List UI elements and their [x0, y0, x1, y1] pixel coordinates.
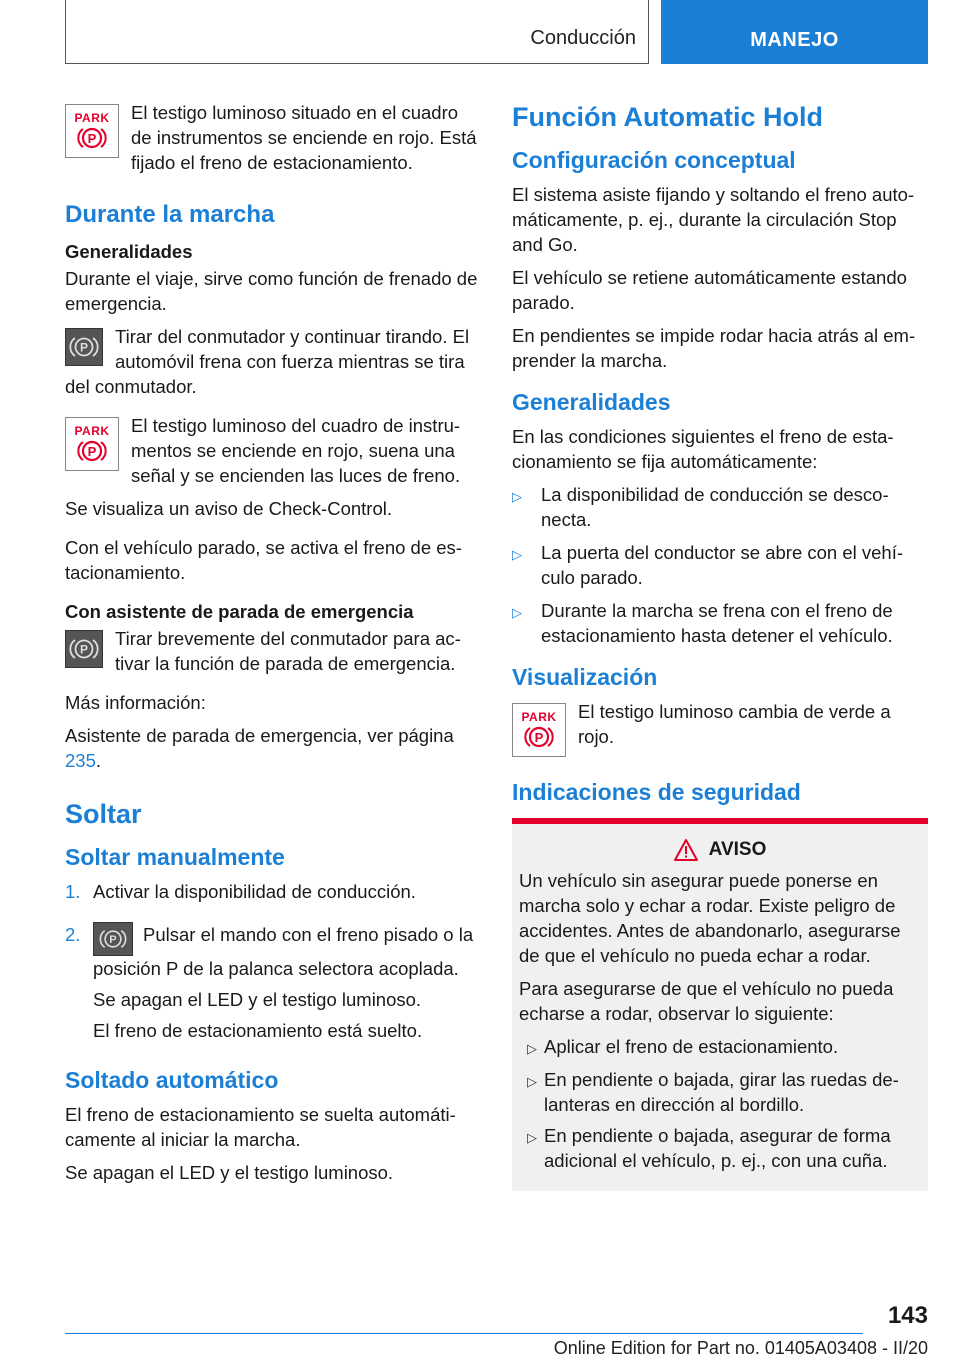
heading-seguridad: Indicaciones de seguridad [512, 779, 801, 805]
triangle-bullet-icon: ▷ [512, 489, 522, 504]
svg-text:P: P [79, 340, 89, 355]
heading-soltado-auto: Soltado automático [65, 1067, 279, 1093]
warning-text-2: Para asegurarse de que el vehículo no pueda echarse a rodar, observar lo siguiente: [519, 978, 894, 1024]
svg-text:P: P [87, 443, 97, 459]
step-text [93, 922, 480, 981]
page-number: 143 [887, 1302, 928, 1329]
heading-generalidades: Generalidades [65, 241, 193, 262]
heading-generalidades-right: Generalidades [512, 389, 671, 415]
text-aviso-check: Se visualiza un aviso de Check-Control. [65, 498, 392, 519]
text-soltado: El freno de estacionamiento se suelta automáticamente al iniciar la marcha. [65, 1104, 456, 1150]
text-testigo2: El testigo luminoso del cuadro de instrumentos se enciende en rojo, suena una señal y se encienden las luces de freno. [131, 415, 461, 486]
warning-text-1: Un vehículo sin asegurar puede ponerse en marcha solo y echar a rodar. Existe peligro de accidentes. Antes de abandonarlo, asegurarse de que el vehículo no pueda echar a rodar. [519, 870, 901, 966]
text-viaje: Durante el viaje, sirve como función de frenado de emergencia. [65, 268, 478, 314]
header-chapter-label: MANEJO [750, 29, 839, 51]
header-chapter-tab [661, 0, 928, 64]
warning-triangle-icon [673, 838, 699, 862]
park-icon-label: PARK [74, 110, 110, 125]
park-indicator-note-2 [65, 413, 480, 488]
triangle-bullet-icon: ▷ [512, 547, 522, 562]
park-brake-red-icon [65, 104, 119, 158]
heading-visualizacion: Visualización [512, 664, 658, 690]
visualizacion-note [512, 699, 928, 757]
step-number: 1. [65, 881, 81, 902]
step-2-result-released: El freno de estacionamiento está suelto. [93, 1020, 423, 1041]
step-2-result-led: Se apagan el LED y el testigo luminoso. [93, 989, 422, 1010]
conditions-list [512, 482, 928, 648]
asistente-ref-text: Asistente de parada de emergencia, ver página [65, 725, 454, 746]
list-item-text: La puerta del conductor se abre con el vehículo parado. [541, 542, 904, 588]
header-section-box [65, 0, 649, 64]
warning-box [512, 818, 928, 1191]
brake-circle-p-icon [524, 724, 554, 750]
text-retiene: El vehículo se retiene automáticamente estando parado. [512, 267, 907, 313]
list-item [519, 1034, 920, 1061]
list-item [512, 482, 928, 532]
switch-emergency-note [65, 626, 480, 676]
list-item [512, 598, 928, 648]
warning-label: AVISO [708, 839, 767, 860]
text-pendientes: En pendientes se impide rodar hacia atrás al emprender la marcha. [512, 325, 916, 371]
park-indicator-note [65, 100, 480, 175]
heading-durante-marcha: Durante la marcha [65, 201, 275, 228]
park-icon-label: PARK [74, 423, 110, 438]
svg-text:P: P [109, 934, 117, 947]
text-sistema: El sistema asiste fijando y soltando el freno automáticamente, p. ej., durante la circulación Stop and Go. [512, 184, 915, 255]
step-number: 2. [65, 924, 81, 945]
step-2-text: Pulsar el mando con el freno pisado o la posición P de la palanca selectora acoplada. [93, 924, 474, 979]
list-item [519, 1123, 920, 1173]
heading-soltar-manual: Soltar manualmente [65, 844, 285, 870]
list-item [519, 1067, 920, 1117]
switch-pull-note [65, 324, 480, 399]
triangle-bullet-icon: ▷ [512, 605, 522, 620]
text-apagan: Se apagan el LED y el testigo luminoso. [65, 1162, 394, 1183]
park-brake-red-icon [512, 703, 566, 757]
parking-brake-switch-icon [65, 328, 103, 366]
left-column [65, 100, 480, 1193]
park-icon-label: PARK [521, 709, 557, 724]
text-asistente-ref: Asistente de parada de emergencia, ver página 235. [65, 725, 454, 771]
right-column [512, 100, 928, 1191]
text-tirar: Tirar del conmutador y continuar tirando. El automóvil frena con fuerza mientras se tira del conmutador. [65, 326, 470, 397]
edition-text: Online Edition for Part no. 01405A03408 - II/20 [553, 1338, 928, 1358]
text-visual: El testigo luminoso cambia de verde a rojo. [578, 701, 891, 747]
heading-asistente: Con asistente de parada de emergencia [65, 601, 414, 622]
release-steps [65, 879, 480, 1049]
svg-text:P: P [87, 130, 97, 146]
warning-list [519, 1034, 920, 1173]
page-link-235[interactable]: 235 [65, 750, 96, 771]
park-indicator-text: El testigo luminoso situado en el cuadro de instrumentos se enciende en rojo. Está fijado el freno de estacionamiento. [131, 102, 477, 173]
parking-brake-switch-icon [93, 922, 133, 956]
list-item [512, 540, 928, 590]
step-1 [65, 879, 480, 910]
park-brake-red-icon [65, 417, 119, 471]
text-tirar-breve: Tirar brevemente del conmutador para activar la función de parada de emergencia. [115, 628, 461, 674]
triangle-bullet-icon: ▷ [527, 1041, 537, 1056]
list-item-text: En pendiente o bajada, girar las ruedas delanteras en dirección al bordillo. [544, 1069, 899, 1115]
svg-text:P: P [534, 729, 544, 745]
step-2 [65, 922, 480, 1049]
heading-soltar: Soltar [65, 799, 142, 829]
list-item-text: Durante la marcha se frena con el freno de estacionamiento hasta detener el vehículo. [541, 600, 893, 646]
parking-brake-switch-icon [65, 630, 103, 668]
step-text: Activar la disponibilidad de conducción. [93, 881, 416, 902]
warning-header [519, 838, 920, 862]
brake-circle-p-icon [77, 438, 107, 464]
footer-divider [65, 1333, 863, 1334]
header-section-title: Conducción [530, 27, 636, 49]
brake-circle-p-icon [77, 125, 107, 151]
triangle-bullet-icon: ▷ [527, 1130, 537, 1145]
text-mas-info: Más información: [65, 692, 206, 713]
list-item-text: La disponibilidad de conducción se desconecta. [541, 484, 889, 530]
triangle-bullet-icon: ▷ [527, 1074, 537, 1089]
svg-text:P: P [79, 642, 89, 657]
list-item-text: Aplicar el freno de estacionamiento. [544, 1036, 839, 1057]
list-item-text: En pendiente o bajada, asegurar de forma adicional el vehículo, p. ej., con una cuña. [544, 1125, 891, 1171]
heading-funcion-automatic-hold: Función Automatic Hold [512, 102, 823, 132]
heading-config: Configuración conceptual [512, 147, 796, 173]
text-parado: Con el vehículo parado, se activa el freno de estacionamiento. [65, 537, 462, 583]
text-condiciones: En las condiciones siguientes el freno de estacionamiento se fija automáticamente: [512, 426, 894, 472]
page-header [0, 0, 960, 65]
